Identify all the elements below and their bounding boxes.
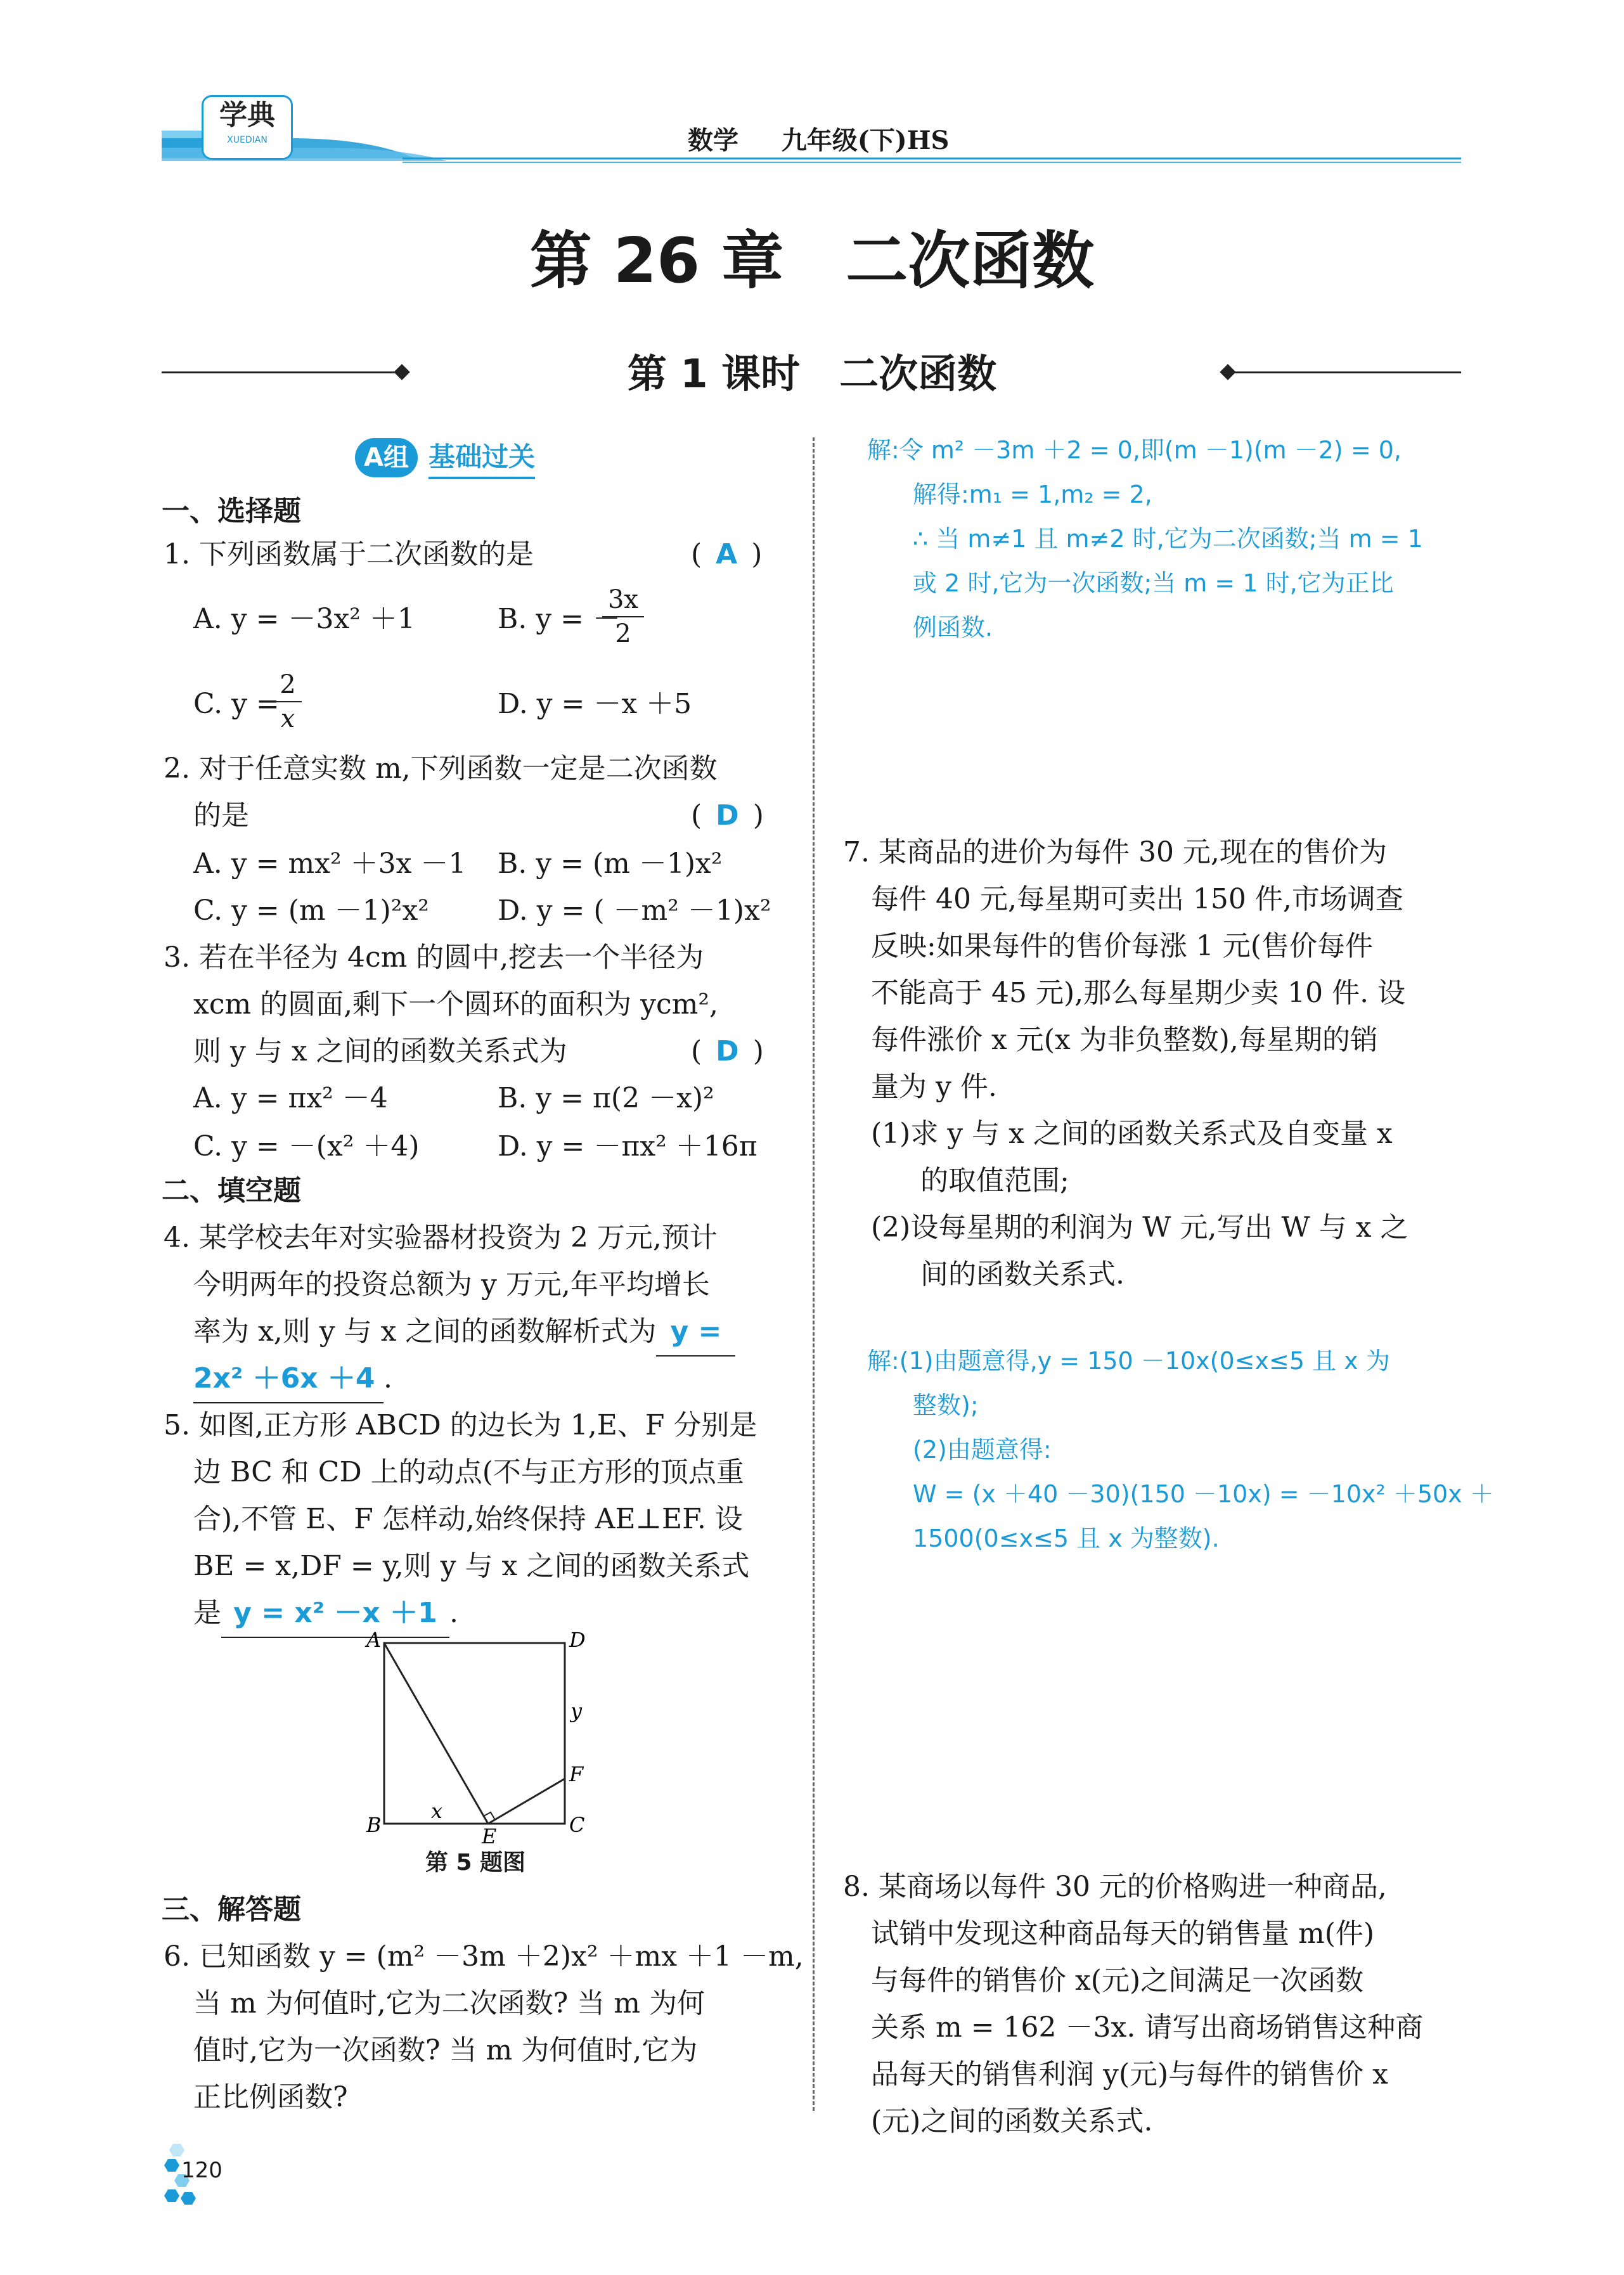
q7-line6: 量为 y 件.: [871, 1071, 997, 1103]
subject-label: 数学: [688, 126, 738, 155]
q6-line3: 值时,它为一次函数? 当 m 为何值时,它为: [193, 2034, 698, 2066]
q1-option-c: C. y =: [193, 688, 280, 720]
q8-line2: 试销中发现这种商品每天的销售量 m(件): [871, 1917, 1375, 1950]
lesson-rule-right: [1230, 371, 1461, 373]
q6-solution-3: ∴ 当 m≠1 且 m≠2 时,它为二次函数;当 m = 1: [913, 525, 1423, 553]
q4-line3: [193, 1308, 735, 1357]
q8-line5: 品每天的销售利润 y(元)与每件的销售价 x: [871, 2058, 1388, 2091]
q1-option-c-fraction: [274, 668, 302, 735]
section-fill: 二、填空题: [162, 1175, 301, 1207]
q1-option-d: D. y = －x ＋5: [498, 688, 692, 720]
segment-ef: [488, 1779, 565, 1824]
q7-line5: 每件涨价 x 元(x 为非负整数),每星期的销: [871, 1024, 1378, 1056]
q3-option-c: C. y = －(x² ＋4): [193, 1130, 420, 1163]
q3-answer-bracket: ( D ): [691, 1035, 764, 1067]
q7-line3: 反映:如果每件的售价每涨 1 元(售价每件: [871, 930, 1373, 962]
q2-line1: 2. 对于任意实数 m,下列函数一定是二次函数: [164, 752, 718, 785]
q1-c-numerator: 2: [274, 668, 302, 702]
q1-option-b: B. y = －: [498, 603, 621, 635]
group-badge-label: 基础过关: [429, 437, 535, 479]
label-y: y: [570, 1699, 583, 1723]
header-subject: [688, 124, 949, 157]
q7-line10: 间的函数关系式.: [920, 1258, 1125, 1291]
segment-ae: [384, 1643, 488, 1824]
q1-option-b-fraction: [602, 583, 644, 650]
logo: [202, 95, 293, 160]
q5-answer: y = x² －x ＋1: [233, 1597, 437, 1629]
column-divider: [813, 437, 815, 2111]
q5-figure: [361, 1629, 590, 1845]
q7-line4: 不能高于 45 元),那么每星期少卖 10 件. 设: [871, 977, 1406, 1009]
lesson-title: 第 1 课时 二次函数: [627, 351, 997, 397]
label-a: A: [366, 1629, 382, 1652]
q1-option-a: A. y = －3x² ＋1: [193, 603, 415, 635]
label-x: x: [431, 1799, 443, 1823]
q1-answer-bracket: ( A ): [691, 538, 763, 570]
q8-line6: (元)之间的函数关系式.: [871, 2105, 1153, 2137]
label-c: C: [569, 1813, 585, 1837]
grade-label: 九年级(下)HS: [781, 126, 950, 155]
q8-line4: 关系 m = 162 －3x. 请写出商场销售这种商: [871, 2011, 1424, 2044]
q8-line3: 与每件的销售价 x(元)之间满足一次函数: [871, 1964, 1364, 1997]
q1-c-denominator: x: [280, 704, 295, 733]
q2-option-c: C. y = (m －1)²x²: [193, 894, 429, 927]
q3-line3: 则 y 与 x 之间的函数关系式为: [193, 1035, 567, 1067]
q6-line2: 当 m 为何值时,它为二次函数? 当 m 为何: [193, 1987, 705, 2020]
q7-line1: 7. 某商品的进价为每件 30 元,现在的售价为: [843, 836, 1387, 868]
q4-line2: 今明两年的投资总额为 y 万元,年平均增长: [193, 1268, 710, 1301]
logo-text: 学典: [219, 99, 275, 131]
q6-solution-1: 解:令 m² －3m ＋2 = 0,即(m －1)(m －2) = 0,: [867, 436, 1402, 464]
q4-line1: 4. 某学校去年对实验器材投资为 2 万元,预计: [164, 1221, 718, 1254]
q7-line2: 每件 40 元,每星期可卖出 150 件,市场调查: [871, 883, 1403, 915]
q3-option-d: D. y = －πx² ＋16π: [498, 1130, 757, 1163]
q6-solution-2: 解得:m₁ = 1,m₂ = 2,: [913, 480, 1152, 508]
q5-line4: BE = x,DF = y,则 y 与 x 之间的函数关系式: [193, 1550, 750, 1582]
chapter-title: 第 26 章 二次函数: [529, 225, 1095, 297]
q1-stem: 1. 下列函数属于二次函数的是: [164, 538, 534, 570]
q2-option-a: A. y = mx² ＋3x －1: [193, 847, 467, 880]
q2-option-d: D. y = ( －m² －1)x²: [498, 894, 771, 927]
q5-figure-caption: 第 5 题图: [425, 1850, 526, 1876]
logo-subtext: XUEDIAN: [227, 135, 267, 145]
label-e: E: [482, 1824, 497, 1845]
q6-line1: 6. 已知函数 y = (m² －3m ＋2)x² ＋mx ＋1 －m,: [164, 1940, 804, 1973]
label-f: F: [569, 1762, 584, 1786]
group-badge: [355, 437, 535, 477]
q5-line1: 5. 如图,正方形 ABCD 的边长为 1,E、F 分别是: [164, 1409, 757, 1441]
q3-option-a: A. y = πx² －4: [193, 1082, 388, 1114]
q2-line2: 的是: [193, 799, 249, 832]
q4-answer-part2: 2x² ＋6x ＋4: [193, 1362, 375, 1395]
q7-solution-3: (2)由题意得:: [913, 1436, 1052, 1464]
section-choice: 一、选择题: [162, 495, 301, 527]
q5-line3: 合),不管 E、F 怎样动,始终保持 AE⊥EF. 设: [193, 1503, 743, 1535]
page-number: 120: [181, 2158, 222, 2183]
q7-line8: 的取值范围;: [920, 1164, 1069, 1197]
label-d: D: [569, 1629, 586, 1652]
q6-solution-4: 或 2 时,它为一次函数;当 m = 1 时,它为正比: [913, 569, 1394, 597]
q7-solution-4: W = (x ＋40 －30)(150 －10x) = －10x² ＋50x ＋: [913, 1480, 1494, 1508]
q2-option-b: B. y = (m －1)x²: [498, 847, 723, 880]
square-abcd: [384, 1643, 565, 1824]
q7-line9: (2)设每星期的利润为 W 元,写出 W 与 x 之: [871, 1211, 1408, 1244]
q5-line2: 边 BC 和 CD 上的动点(不与正方形的顶点重: [193, 1456, 744, 1488]
q7-solution-5: 1500(0≤x≤5 且 x 为整数).: [913, 1524, 1220, 1552]
q8-line1: 8. 某商场以每件 30 元的价格购进一种商品,: [843, 1871, 1387, 1903]
q3-line2: xcm 的圆面,剩下一个圆环的面积为 ycm²,: [193, 988, 718, 1021]
q3-option-b: B. y = π(2 －x)²: [498, 1082, 714, 1114]
q3-line1: 3. 若在半径为 4cm 的圆中,挖去一个半径为: [164, 941, 704, 974]
q7-solution-2: 整数);: [913, 1391, 979, 1419]
q2-answer-bracket: ( D ): [691, 799, 764, 832]
section-solve: 三、解答题: [162, 1893, 301, 1926]
q3-answer: D: [716, 1035, 739, 1067]
q6-solution-5: 例函数.: [913, 614, 993, 641]
group-badge-circle: A组: [355, 438, 418, 477]
label-b: B: [366, 1813, 382, 1837]
q5-line5-text: 是: [193, 1597, 221, 1629]
q6-line4: 正比例函数?: [193, 2081, 348, 2113]
q5-line5: 是 y = x² －x ＋1 .: [193, 1590, 458, 1638]
q7-solution-1: 解:(1)由题意得,y = 150 －10x(0≤x≤5 且 x 为: [867, 1347, 1390, 1375]
q1-b-numerator: 3x: [602, 583, 644, 617]
q1-answer: A: [716, 538, 738, 570]
q1-b-denominator: 2: [615, 619, 631, 648]
q2-answer: D: [716, 799, 739, 832]
q4-line3-text: 率为 x,则 y 与 x 之间的函数解析式为: [193, 1315, 657, 1348]
q4-line4: 2x² ＋6x ＋4 .: [193, 1355, 392, 1403]
q4-answer-part1: y =: [670, 1315, 722, 1348]
q7-line7: (1)求 y 与 x 之间的函数关系式及自变量 x: [871, 1118, 1393, 1150]
